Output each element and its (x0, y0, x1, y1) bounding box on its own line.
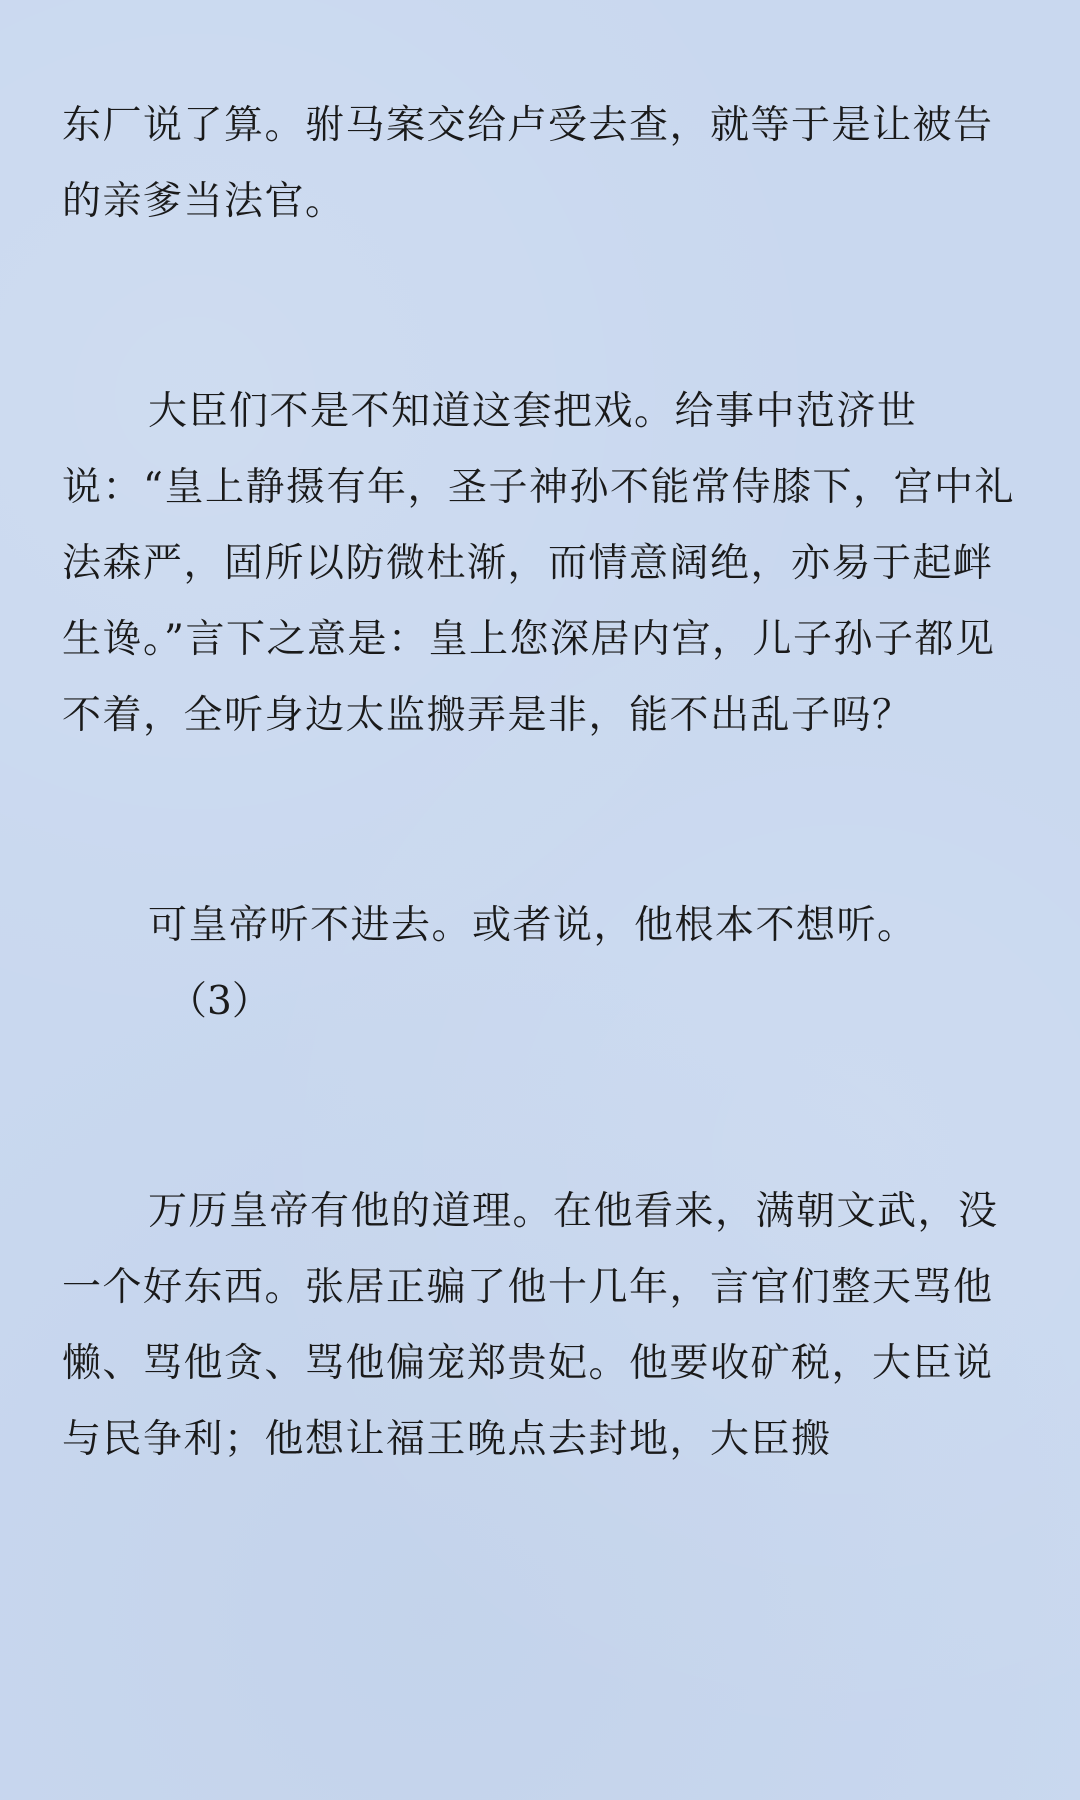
paragraph-3: 可皇帝听不进去。或者说，他根本不想听。 (148, 903, 918, 948)
paragraph-2: 大臣们不是不知道这套把戏。给事中范济世说：“皇上静摄有年，圣子神孙不能常侍膝下，宫中礼法森严，固所以防微杜渐，而情意阔绝，亦易于起衅生谗。”言下之意是：皇上您深居内宫，儿子孙子都见不着，全听身边太监搬弄是非，能不出乱子吗？ (62, 389, 1015, 738)
paragraph-4: 万历皇帝有他的道理。在他看来，满朝文武，没一个好东西。张居正骗了他十几年，言官们整天骂他懒、骂他贪、骂他偏宠郑贵妃。他要收矿税，大臣说与民争利；他想让福王晚点去封地，大臣搬 (62, 1189, 999, 1462)
article-body (62, 88, 1018, 1478)
section-number: （3） (168, 979, 271, 1024)
paragraph-1: 东厂说了算。驸马案交给卢受去查，就等于是让被告的亲爹当法官。 (62, 103, 994, 224)
